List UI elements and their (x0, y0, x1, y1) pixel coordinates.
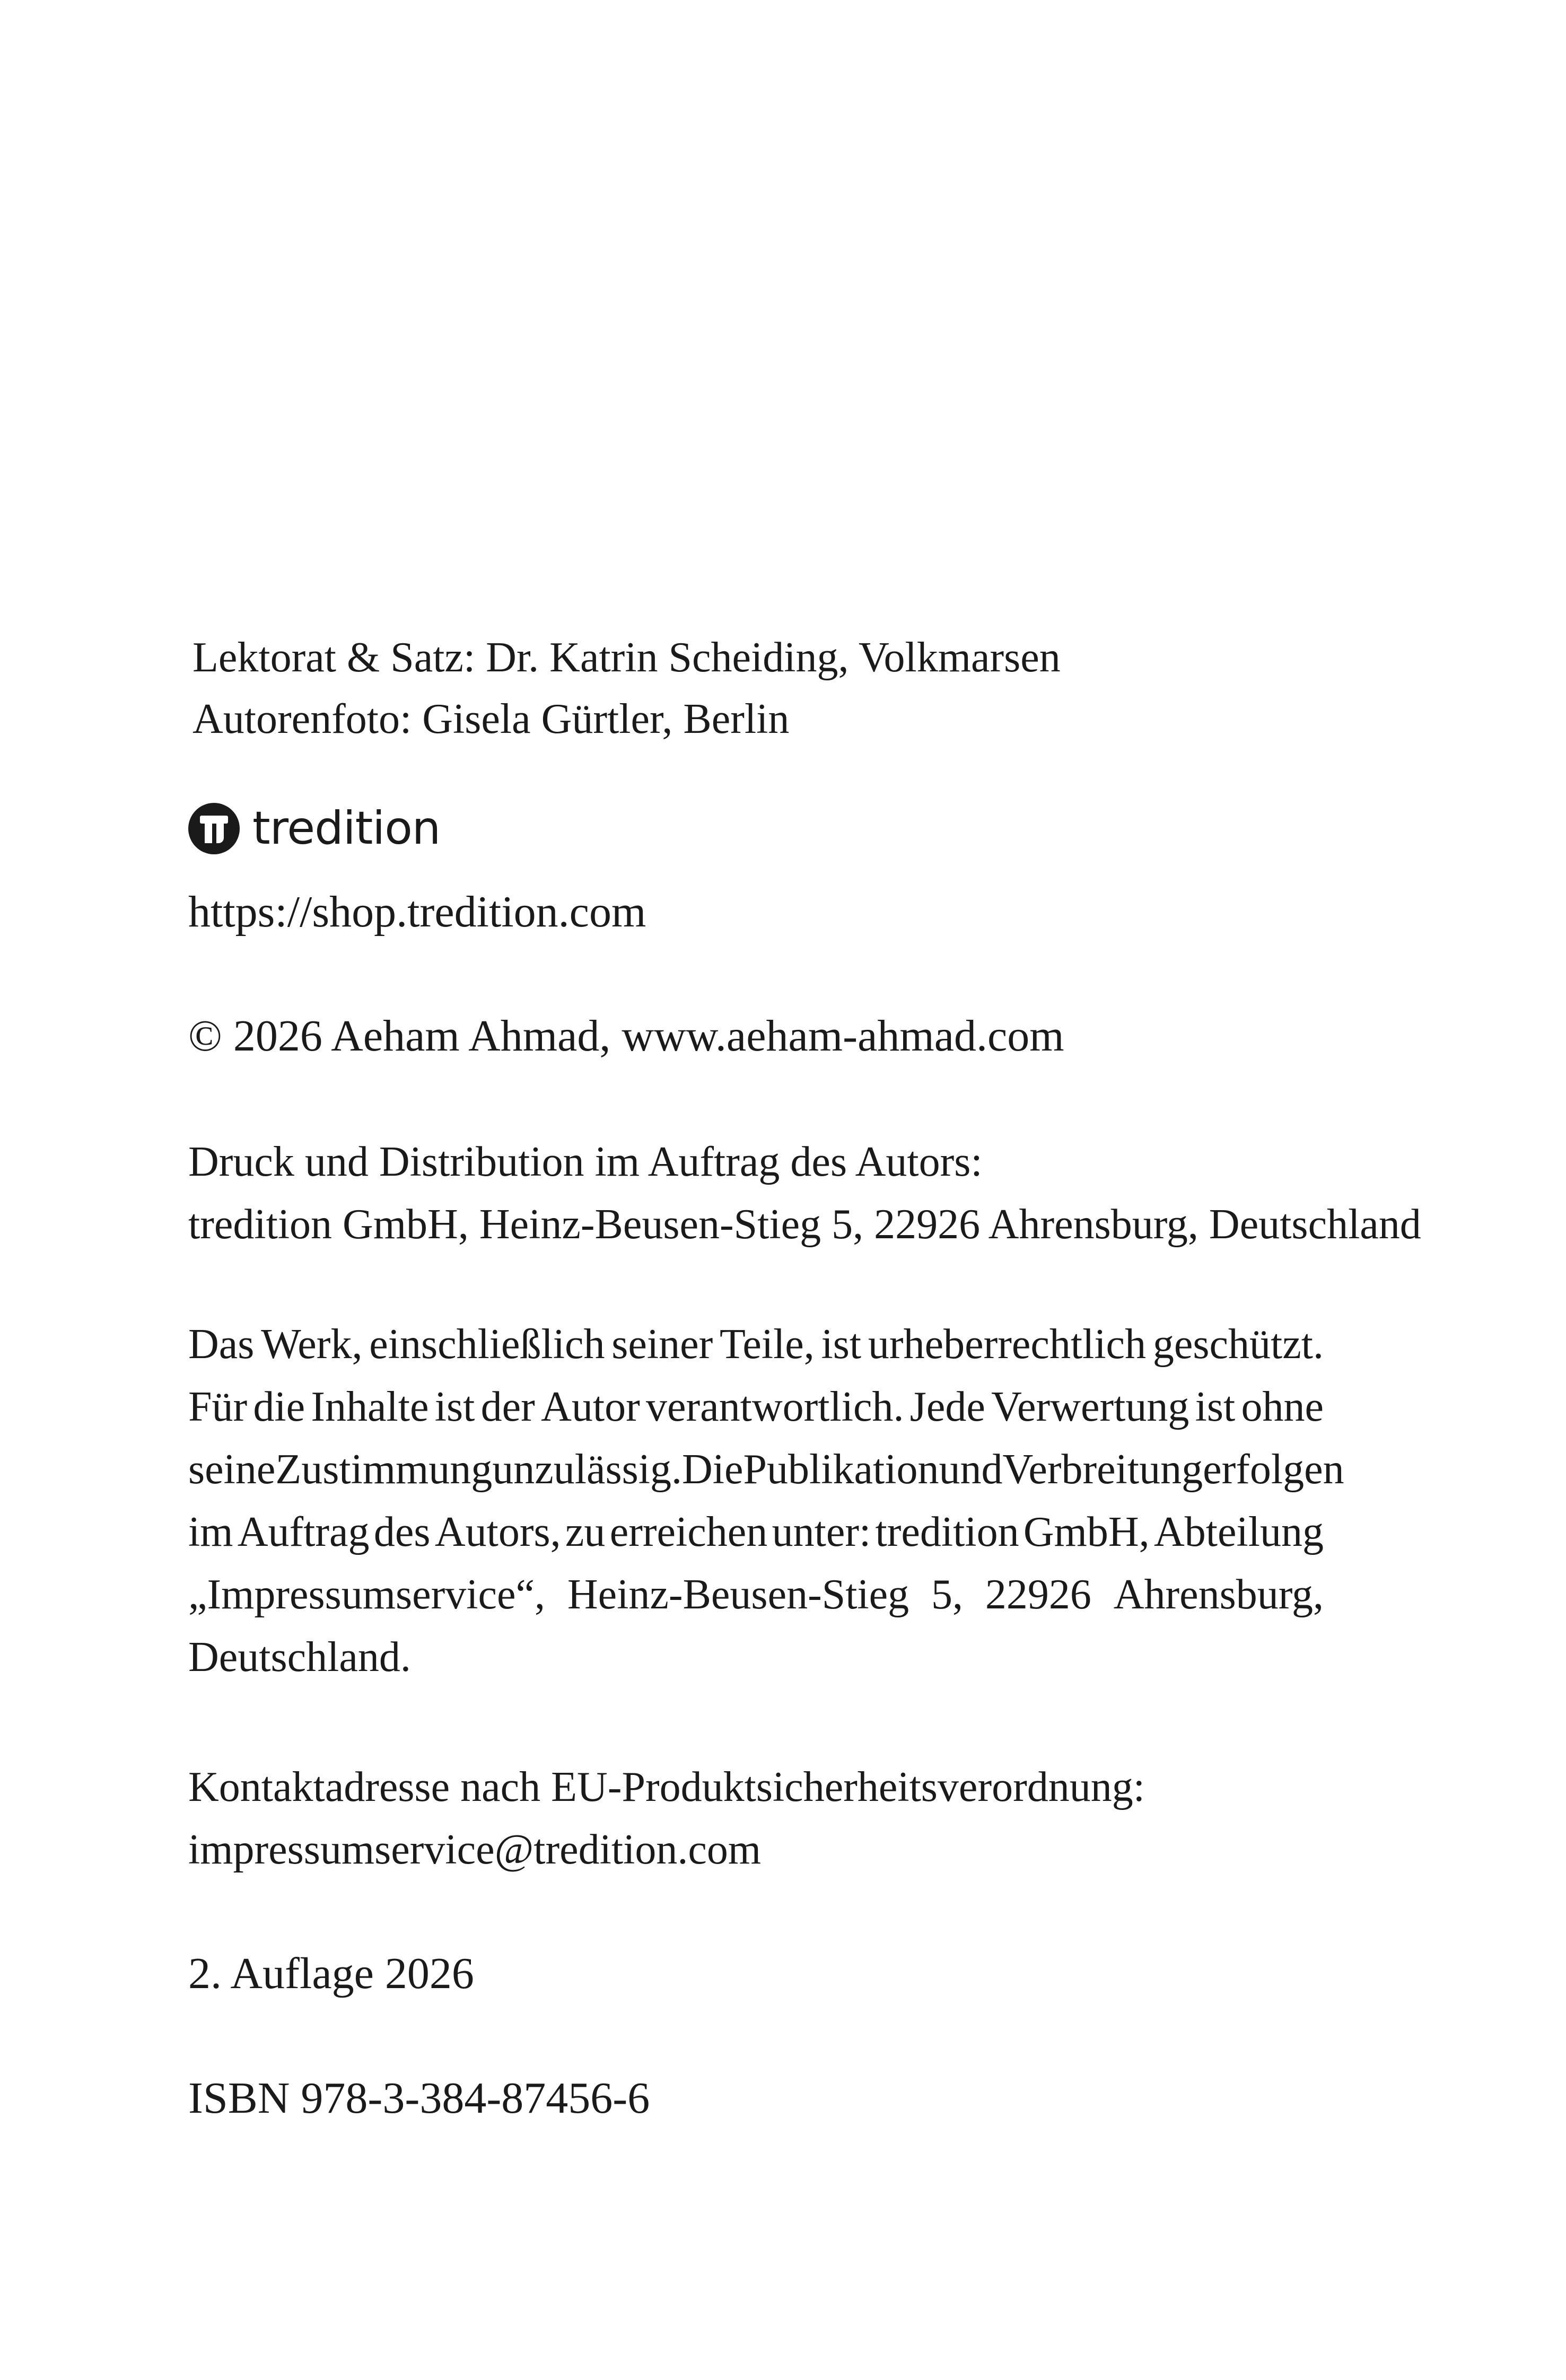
legal-notice-line: Deutschland. (188, 1634, 411, 1681)
distribution-line-2: tredition GmbH, Heinz-Beusen-Stieg 5, 22926 Ahrensburg, Deutschland (188, 1201, 1421, 1248)
publisher-logo-text: tredition (252, 802, 441, 855)
legal-notice-line: „Impressumservice“, Heinz-Beusen-Stieg 5, 22926 Ahrensburg, (188, 1571, 1324, 1618)
contact-email[interactable]: impressumservice@tredition.com (188, 1826, 762, 1873)
distribution-line-1: Druck und Distribution im Auftrag des Autors: (188, 1139, 983, 1185)
legal-notice-line: im Auftrag des Autors, zu erreichen unter: tredition GmbH, Abteilung (188, 1509, 1324, 1555)
legal-notice-line: seine Zustimmung unzulässig. Die Publikation und Verbreitung erfolgen (188, 1446, 1344, 1493)
isbn-line: ISBN 978-3-384-87456-6 (188, 2073, 650, 2123)
legal-notice-line: Für die Inhalte ist der Autor verantwortlich. Jede Verwertung ist ohne (188, 1384, 1324, 1430)
photo-credit: Autorenfoto: Gisela Gürtler, Berlin (193, 696, 790, 742)
contact-label: Kontaktadresse nach EU-Produktsicherheitsverordnung: (188, 1764, 1145, 1810)
copyright-line: © 2026 Aeham Ahmad, www.aeham-ahmad.com (188, 1011, 1064, 1061)
publisher-logo (188, 802, 440, 854)
tredition-logo-icon (188, 803, 240, 854)
shop-url-link[interactable]: https://shop.tredition.com (188, 887, 646, 937)
edition-line: 2. Auflage 2026 (188, 1949, 474, 1998)
editing-credit: Lektorat & Satz: Dr. Katrin Scheiding, Volkmarsen (193, 634, 1061, 681)
legal-notice-line: Das Werk, einschließlich seiner Teile, ist urheberrechtlich geschützt. (188, 1321, 1324, 1368)
